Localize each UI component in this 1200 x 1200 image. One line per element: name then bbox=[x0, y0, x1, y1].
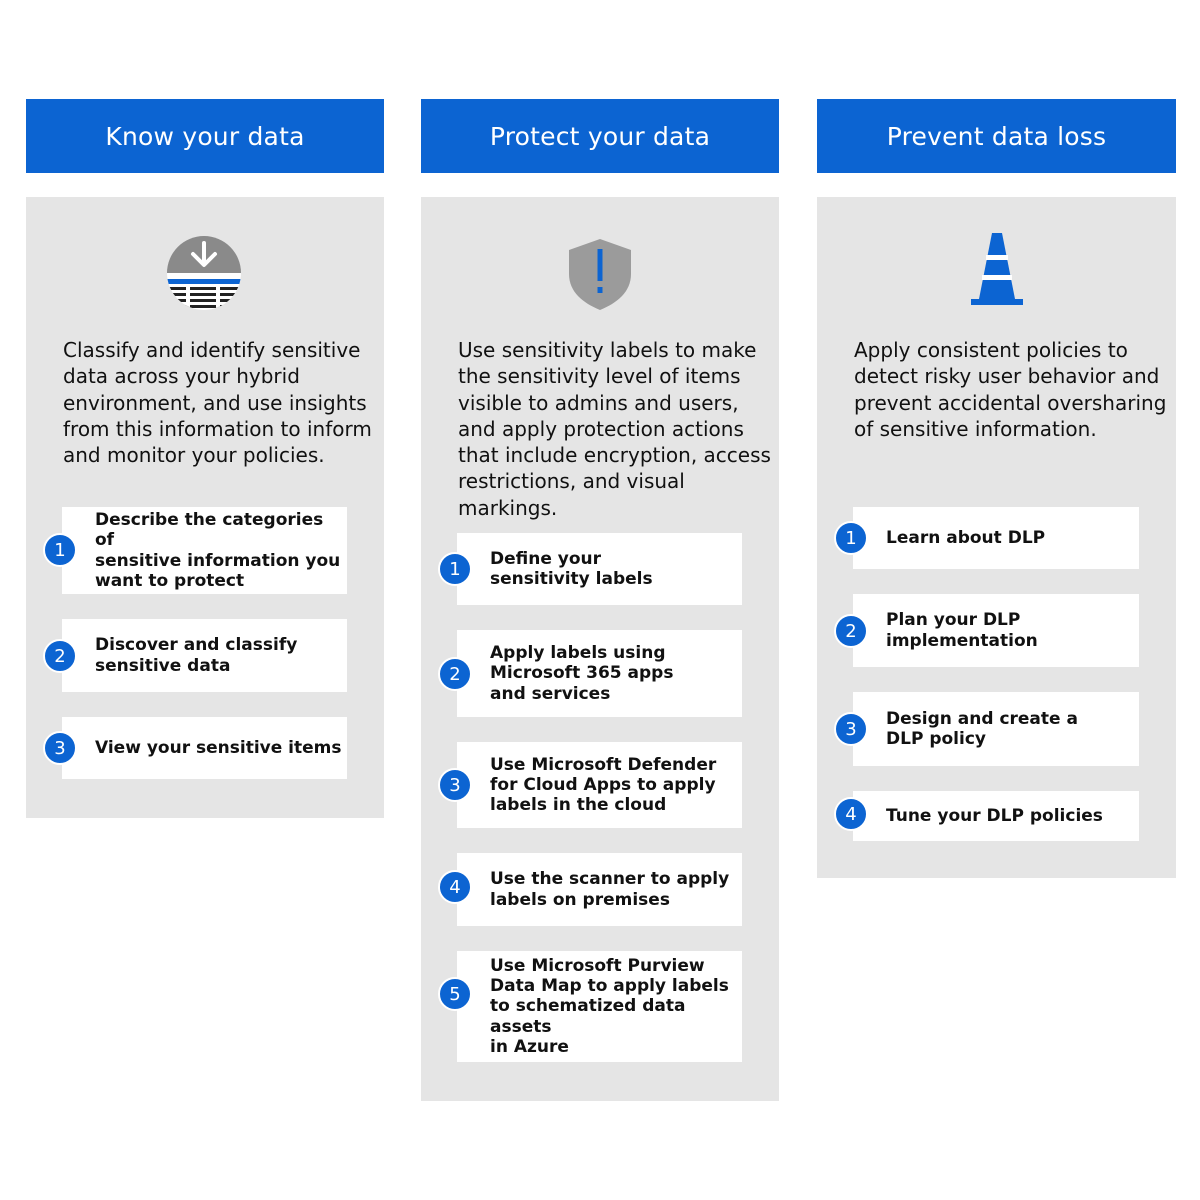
step-number-badge: 4 bbox=[834, 797, 868, 831]
step-number-badge: 4 bbox=[438, 870, 472, 904]
step-number-badge: 1 bbox=[834, 521, 868, 555]
step-label: Tune your DLP policies bbox=[886, 805, 1103, 826]
header-know-your-data bbox=[26, 99, 384, 173]
traffic-cone-icon bbox=[969, 231, 1025, 307]
step-card[interactable] bbox=[457, 742, 742, 828]
step-number-badge: 3 bbox=[834, 712, 868, 746]
step-label: View your sensitive items bbox=[95, 737, 342, 758]
column-title: Prevent data loss bbox=[886, 121, 1107, 151]
step-label: Design and create a DLP policy bbox=[886, 708, 1078, 749]
shield-alert-icon bbox=[565, 237, 635, 311]
header-prevent-data-loss bbox=[817, 99, 1176, 173]
step-label: Apply labels using Microsoft 365 apps and services bbox=[490, 643, 674, 704]
step-label: Use Microsoft Defender for Cloud Apps to apply labels in the cloud bbox=[490, 754, 717, 816]
panel-protect-your-data bbox=[421, 197, 779, 1101]
step-number-badge: 2 bbox=[438, 657, 472, 691]
step-card[interactable] bbox=[62, 717, 347, 779]
step-card[interactable] bbox=[853, 692, 1139, 766]
column-title: Know your data bbox=[105, 121, 305, 151]
panel-know-your-data bbox=[26, 197, 384, 818]
step-number-badge: 2 bbox=[43, 639, 77, 673]
step-card[interactable] bbox=[62, 619, 347, 692]
step-label: Learn about DLP bbox=[886, 527, 1046, 548]
step-number-badge: 3 bbox=[43, 731, 77, 765]
step-card[interactable] bbox=[457, 853, 742, 926]
step-label: Use Microsoft Purview Data Map to apply labels to schematized data assets in Azure bbox=[490, 955, 729, 1057]
header-protect-your-data bbox=[421, 99, 779, 173]
description: Apply consistent policies to detect risky user behavior and prevent accidental oversharing of sensitive information. bbox=[854, 338, 1167, 441]
step-label: Plan your DLP implementation bbox=[886, 610, 1038, 651]
step-label: Discover and classify sensitive data bbox=[95, 635, 298, 676]
column-title: Protect your data bbox=[489, 121, 711, 151]
step-card[interactable] bbox=[853, 594, 1139, 667]
step-number-badge: 5 bbox=[438, 977, 472, 1011]
step-number-badge: 2 bbox=[834, 614, 868, 648]
step-card[interactable] bbox=[457, 533, 742, 605]
step-number-badge: 3 bbox=[438, 768, 472, 802]
step-card[interactable] bbox=[853, 791, 1139, 841]
panel-prevent-data-loss bbox=[817, 197, 1176, 878]
description: Use sensitivity labels to make the sensitivity level of items visible to admins and users, and apply protection actions that include encryption, access restrictions, and visual markings. bbox=[458, 338, 771, 520]
description: Classify and identify sensitive data across your hybrid environment, and use insights from this information to inform and monitor your policies. bbox=[63, 338, 372, 468]
step-card[interactable] bbox=[853, 507, 1139, 569]
step-label: Define your sensitivity labels bbox=[490, 548, 653, 589]
step-card[interactable] bbox=[62, 507, 347, 594]
step-card[interactable] bbox=[457, 630, 742, 717]
download-scan-icon bbox=[166, 235, 242, 311]
step-number-badge: 1 bbox=[43, 533, 77, 567]
step-label: Describe the categories of sensitive information you want to protect bbox=[95, 509, 341, 591]
step-number-badge: 1 bbox=[438, 552, 472, 586]
step-card[interactable] bbox=[457, 951, 742, 1062]
step-label: Use the scanner to apply labels on premises bbox=[490, 869, 730, 910]
